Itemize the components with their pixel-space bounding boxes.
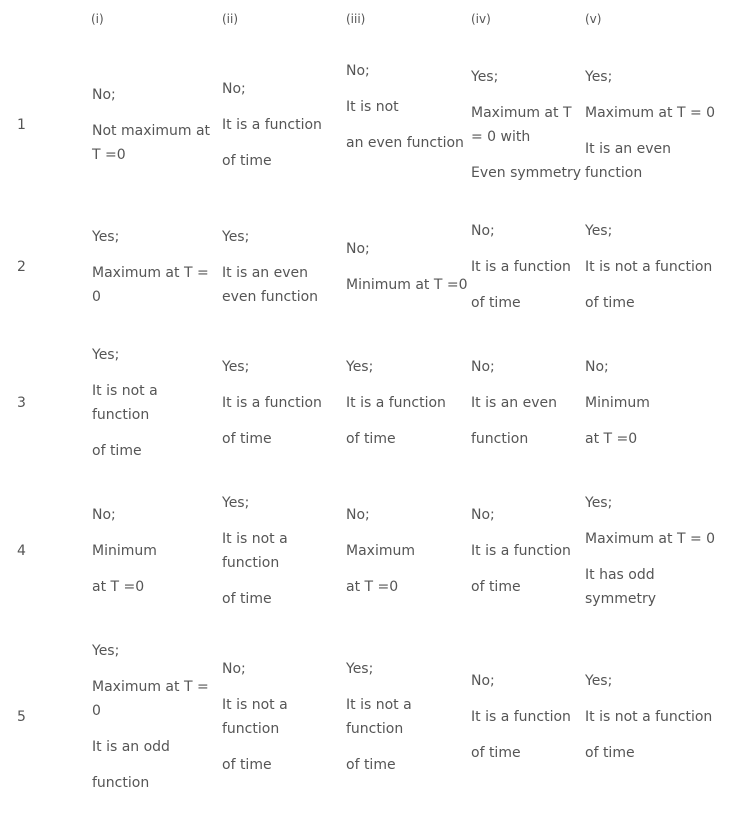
cell-line: Maximum at T = 0 [585,531,716,547]
cell-line: It is a function [471,543,571,559]
column-header-v: (v) [585,12,602,26]
cell-line: Maximum at T [471,105,572,121]
cell-line: It is not a [222,531,288,547]
cell-line: No; [222,81,246,97]
cell-line: Minimum at T =0 [346,277,468,293]
cell-line: It is not [346,99,399,115]
cell-line: of time [222,591,272,607]
cell-line: Maximum at T = [92,265,209,281]
cell-line: Yes; [585,223,613,239]
cell-line: No; [471,673,495,689]
cell-line: Yes; [585,495,613,511]
cell-line: Minimum [585,395,650,411]
cell-line: It is a function [471,709,571,725]
column-header-ii: (ii) [222,12,239,26]
cell-line: of time [471,745,521,761]
cell-line: function [471,431,529,447]
cell-line: Not maximum at [92,123,211,139]
cell-line: It is an even [585,141,671,157]
cell-line: It is an even [471,395,557,411]
cell-line: Yes; [222,229,250,245]
cell-line: Yes; [585,69,613,85]
cell-line: an even function [346,135,464,151]
cell-line: No; [346,63,370,79]
cell-line: It has odd [585,567,655,583]
cell-line: of time [222,757,272,773]
cell-line: Even symmetry [471,165,582,181]
cell-line: Maximum at T = [92,679,209,695]
cell-line: of time [222,431,272,447]
cell-line: at T =0 [346,579,399,595]
cell-line: Yes; [92,347,120,363]
row-number-3: 3 [17,395,26,411]
cell-line: No; [222,661,246,677]
cell-line: It is not a function [585,259,713,275]
cell-line: of time [346,431,396,447]
cell-line: It is a function [222,395,322,411]
cell-line: Yes; [92,229,120,245]
cell-line: of time [346,757,396,773]
cell-line: Maximum at T = 0 [585,105,716,121]
cell-line: It is not a [346,697,412,713]
cell-line: It is not a [92,383,158,399]
column-header-iii: (iii) [346,12,366,26]
cell-line: function [92,775,150,791]
row-number-4: 4 [17,543,26,559]
cell-line: No; [346,507,370,523]
cell-line: It is not a function [585,709,713,725]
cell-line: of time [585,295,635,311]
cell-line: symmetry [585,591,656,607]
cell-line: at T =0 [92,579,145,595]
cell-line: T =0 [92,147,126,163]
column-header-i: (i) [91,12,104,26]
row-number-2: 2 [17,259,26,275]
cell-line: Minimum [92,543,157,559]
cell-line: even function [222,289,319,305]
cell-line: of time [471,579,521,595]
cell-line: of time [222,153,272,169]
column-header-iv: (iv) [471,12,491,26]
row-number-5: 5 [17,709,26,725]
cell-line: No; [585,359,609,375]
cell-line: It is an even [222,265,308,281]
cell-line: Maximum [346,543,415,559]
cell-line: Yes; [346,359,374,375]
cell-line: Yes; [92,643,120,659]
cell-line: No; [346,241,370,257]
cell-line: = 0 with [471,129,531,145]
cell-line: Yes; [346,661,374,677]
cell-line: function [346,721,404,737]
cell-line: Yes; [585,673,613,689]
cell-line: It is an odd [92,739,170,755]
cell-line: It is a function [346,395,446,411]
cell-line: of time [92,443,142,459]
cell-line: at T =0 [585,431,638,447]
cell-line: It is not a [222,697,288,713]
row-number-1: 1 [17,117,26,133]
cell-line: of time [585,745,635,761]
cell-line: Yes; [471,69,499,85]
cell-line: function [222,721,280,737]
cell-line: Yes; [222,359,250,375]
cell-line: 0 [92,703,101,719]
cell-line: Yes; [222,495,250,511]
cell-line: It is a function [471,259,571,275]
cell-line: No; [92,507,116,523]
cell-line: function [92,407,150,423]
cell-line: No; [92,87,116,103]
cell-line: It is a function [222,117,322,133]
cell-line: No; [471,507,495,523]
cell-line: function [585,165,643,181]
cell-line: 0 [92,289,101,305]
cell-line: No; [471,359,495,375]
cell-line: No; [471,223,495,239]
cell-line: of time [471,295,521,311]
cell-line: function [222,555,280,571]
